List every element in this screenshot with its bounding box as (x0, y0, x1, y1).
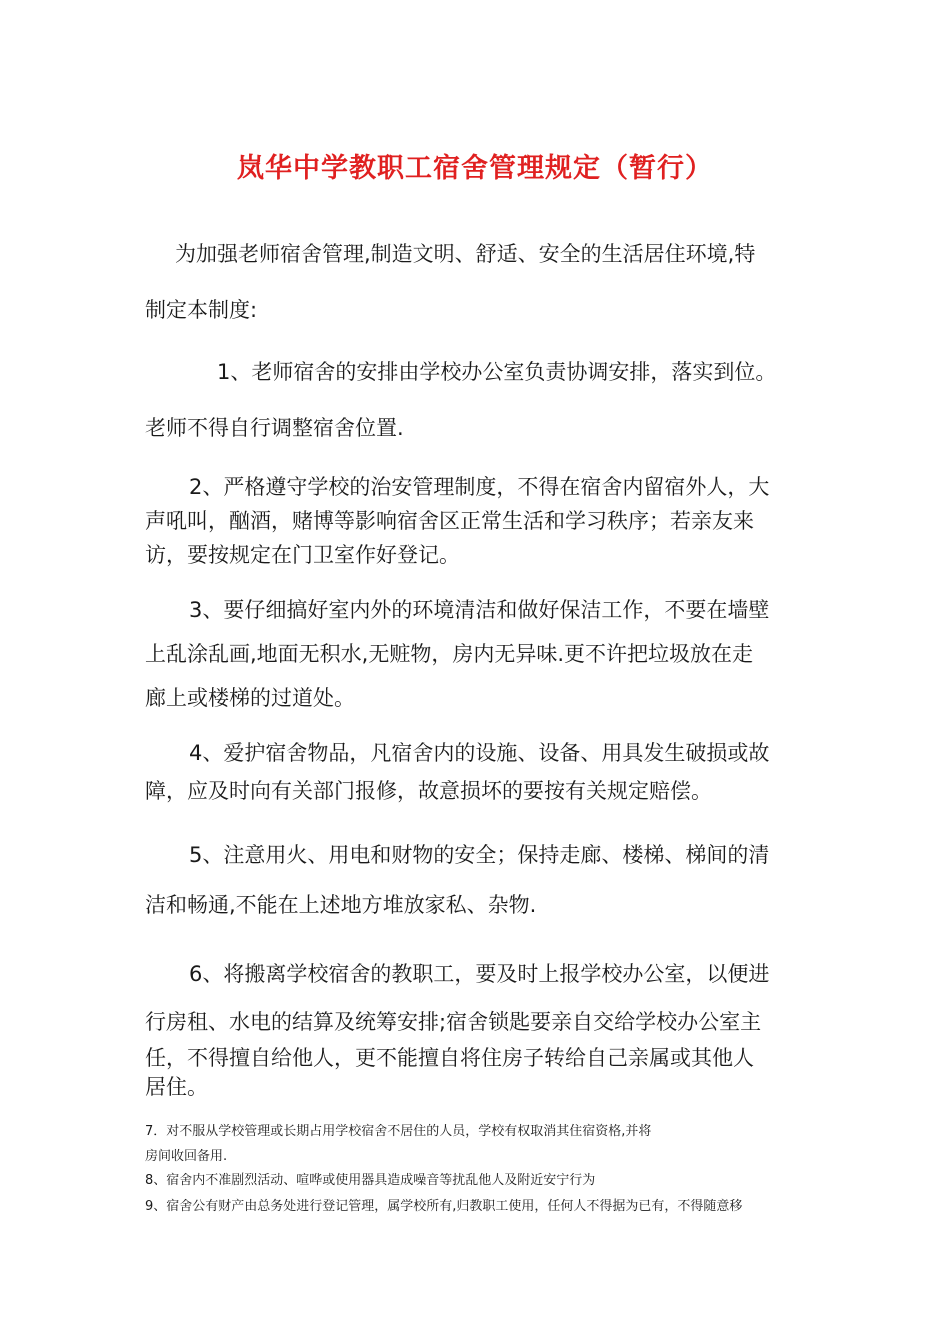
rule-item-1-line-2: 老师不得自行调整宿舍位置. (145, 416, 404, 440)
rule-item-4 (145, 734, 810, 810)
intro-line-1: 为加强老师宿舍管理,制造文明、舒适、安全的生活居住环境,特 (175, 242, 756, 266)
rule-item-3-line-2: 上乱涂乱画,地面无积水,无赃物，房内无异味.更不许把垃圾放在走 (145, 642, 754, 666)
rule-item-8-line-1: 8、宿舍内不准剧烈活动、喧哗或使用器具造成噪音等扰乱他人及附近安宁行为 (145, 1173, 596, 1188)
rule-item-9-line-1: 9、宿舍公有财产由总务处进行登记管理，属学校所有,归教职工使用，任何人不得据为已有，不得随意移 (145, 1199, 743, 1214)
rule-item-7-line-2: 房间收回备用. (145, 1149, 228, 1164)
rule-item-6-line-1: 6、将搬离学校宿舍的教职工，要及时上报学校办公室，以便进 (189, 962, 770, 986)
rule-item-2-line-3: 访，要按规定在门卫室作好登记。 (145, 543, 460, 567)
rule-item-4-line-2: 障，应及时向有关部门报修，故意损坏的要按有关规定赔偿。 (145, 779, 712, 803)
rule-item-2 (145, 470, 810, 572)
rule-item-6-line-2: 行房租、水电的结算及统筹安排;宿舍锁匙要亲自交给学校办公室主 (145, 1010, 762, 1034)
rule-item-6 (145, 954, 810, 1100)
rule-item-5 (145, 830, 810, 930)
rule-item-4-line-1: 4、爱护宿舍物品，凡宿舍内的设施、设备、用具发生破损或故 (189, 741, 770, 765)
rule-item-3 (145, 588, 810, 720)
rule-item-7-line-1: 7．对不服从学校管理或长期占用学校宿舍不居住的人员，学校有权取消其住宿资格,并将 (145, 1124, 652, 1139)
rule-item-5-line-1: 5、注意用火、用电和财物的安全；保持走廊、楼梯、梯间的清 (189, 843, 770, 867)
rule-item-2-line-2: 声吼叫，酗酒，赌博等影响宿舍区正常生活和学习秩序；若亲友来 (145, 509, 754, 533)
rule-item-8 (145, 1168, 815, 1193)
rule-item-1 (145, 344, 810, 456)
rule-item-1-line-1: 1、老师宿舍的安排由学校办公室负责协调安排，落实到位。 (217, 360, 777, 384)
rule-item-9 (145, 1194, 815, 1219)
rule-item-5-line-2: 洁和畅通,不能在上述地方堆放家私、杂物. (145, 893, 537, 917)
rule-item-3-line-3: 廊上或楼梯的过道处。 (145, 686, 355, 710)
document-title: 岚华中学教职工宿舍管理规定（暂行） (237, 153, 713, 184)
rule-item-6-line-4: 居住。 (145, 1075, 208, 1099)
rule-item-2-line-1: 2、严格遵守学校的治安管理制度，不得在宿舍内留宿外人，大 (189, 475, 770, 499)
rule-item-6-line-3: 任，不得擅自给他人，更不能擅自将住房子转给自己亲属或其他人 (145, 1046, 754, 1070)
rule-item-7 (145, 1119, 815, 1169)
intro-line-2: 制定本制度: (145, 298, 258, 322)
intro-paragraph (145, 226, 810, 338)
rule-item-3-line-1: 3、要仔细搞好室内外的环境清洁和做好保洁工作，不要在墙壁 (189, 598, 770, 622)
